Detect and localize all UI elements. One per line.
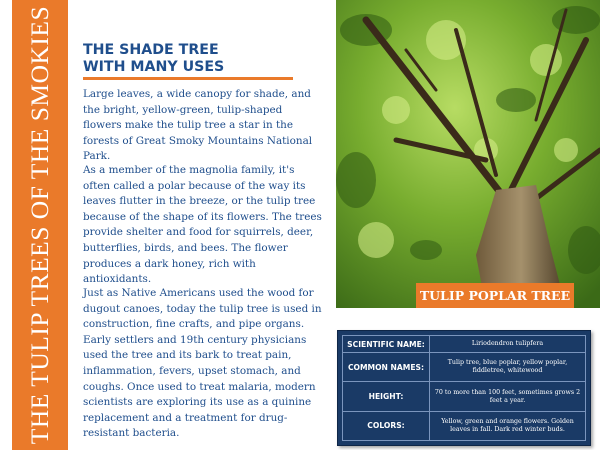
fact-label: SCIENTIFIC NAME: [343,336,430,353]
tulip-tree-photo [336,0,600,308]
fact-value: Liriodendron tulipfera [430,336,586,353]
fact-value: Yellow, green and orange flowers. Golden leaves in fall. Dark red winter buds. [430,411,586,440]
heading-line-2: WITH MANY USES [83,59,225,75]
photo-caption: TULIP POPLAR TREE [416,283,574,308]
fact-value: Tulip tree, blue poplar, yellow poplar, fiddletree, whitewood [430,353,586,382]
fact-label: COMMON NAMES: [343,353,430,382]
heading-line-1: THE SHADE TREE [83,42,219,58]
paragraph-1: Large leaves, a wide canopy for shade, and the bright, yellow-green, tulip-shaped flowers make the tulip tree a star in the forests of Great Smoky Mountains National Park. [83,88,313,163]
fact-value: 70 to more than 100 feet, sometimes grows 2 feet a year. [430,382,586,411]
fact-label: HEIGHT: [343,382,430,411]
paragraph-3: Just as Native Americans used the wood for dugout canoes, today the tulip tree is used in construction, fine crafts, and pipe organs. Early settlers and 19th century physicians used the tree and its bark to treat pain, inflammation, fevers, upset stomach, and coughs. Once used to treat malaria, modern scientists are exploring its use as a quinine replacement and a treatment for drug-resistant bacteria. [83,287,322,440]
heading-underline [83,77,293,80]
table-row [343,411,586,440]
facts-table-box [337,330,591,446]
table-row [343,382,586,411]
facts-table [342,335,586,441]
sidebar-title [12,0,68,450]
paragraph-2: As a member of the magnolia family, it's often called a polar because of the way its leaves flutter in the breeze, or the tulip tree because of the shape of its flowers. The trees provide shelter and food for squirrels, deer, butterflies, birds, and bees. The flower produces a dark honey, rich with antioxidants. [83,164,322,286]
sidebar-title-text: THE TULIP TREES OF THE SMOKIES [25,5,55,445]
table-row [343,336,586,353]
fact-label: COLORS: [343,411,430,440]
table-row [343,353,586,382]
article-heading [83,42,224,76]
